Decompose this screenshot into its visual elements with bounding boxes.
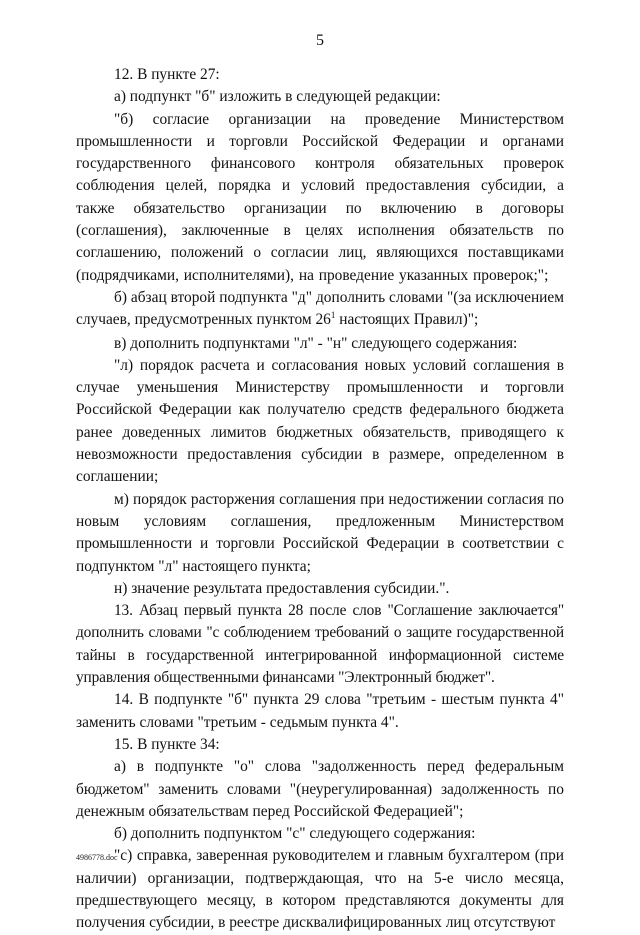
paragraph-text-tail: настоящих Правил)";: [335, 311, 479, 329]
superscript: 1: [330, 310, 336, 321]
paragraph: б) дополнить подпунктом "с" следующего содержания:: [114, 825, 476, 843]
paragraph: 13. Абзац первый пункта 28 после слов "Соглашение заключается" дополнить словами "с соблюдением требований о защите государственной тайны в государственной интегрированной информационной системе управления общественными финансами "Электронный бюджет".: [76, 602, 564, 687]
footer-document-code: 4986778.doc: [76, 853, 118, 862]
paragraph: 14. В подпункте "б" пункта 29 слова "третьим - шестым пункта 4" заменить словами "третьим - седьмым пункта 4".: [76, 691, 564, 731]
paragraph: в) дополнить подпунктами "л" - "н" следующего содержания:: [114, 334, 518, 352]
paragraph: 12. В пункте 27:: [114, 66, 220, 83]
paragraph: а) в подпункте "о" слова "задолженность перед федеральным бюджетом" заменить словами "(неурегулированная) задолженность по денежным обязательствам перед Российской Федерацией";: [76, 758, 564, 820]
page-number: 5: [316, 32, 324, 49]
paragraph: 15. В пункте 34:: [114, 735, 220, 753]
paragraph: а) подпункт "б" изложить в следующей редакции:: [114, 88, 441, 106]
paragraph: "б) согласие организации на проведение Министерством промышленности и торговли Российской Федерации и органами государственного финансового контроля обязательных проверок соблюдения целей, порядка и условий предоставления субсидии, а также обязательство организации по включению в договоры (соглашения), заключенные в целях исполнения обязательств по соглашению, положений о согласии лиц, являющихся поставщиками (подрядчиками, исполнителями), на проведение указанных проверок;";: [76, 110, 564, 284]
paragraph: м) порядок расторжения соглашения при недостижении согласия по новым условиям соглашения, предложенным Министерством промышленности и торговли Российской Федерации в соответствии с подпунктом "л" настоящего пункта;: [76, 490, 564, 575]
paragraph-text: б) абзац второй подпункта "д" дополнить словами "(за исключением случаев, предусмотренных пунктом 26: [76, 288, 564, 329]
paragraph: "л) порядок расчета и согласования новых условий соглашения в случае уменьшения Министерству промышленности и торговли Российской Федерации как получателю средств федерального бюджета ранее доведенных лимитов бюджетных обязательств, приводящего к невозможности предоставления субсидии в размере, определенном в соглашении;: [76, 356, 564, 486]
paragraph: "с) справка, заверенная руководителем и главным бухгалтером (при наличии) организации, подтверждающая, что на 5-е число месяца, предшествующего месяцу, в котором представляются документы для получения субсидии, в реестре дисквалифицированных лиц отсутствуют: [76, 847, 564, 932]
paragraph: н) значение результата предоставления субсидии.".: [114, 579, 450, 597]
paragraph: [76, 287, 564, 333]
document-body: [76, 64, 564, 935]
